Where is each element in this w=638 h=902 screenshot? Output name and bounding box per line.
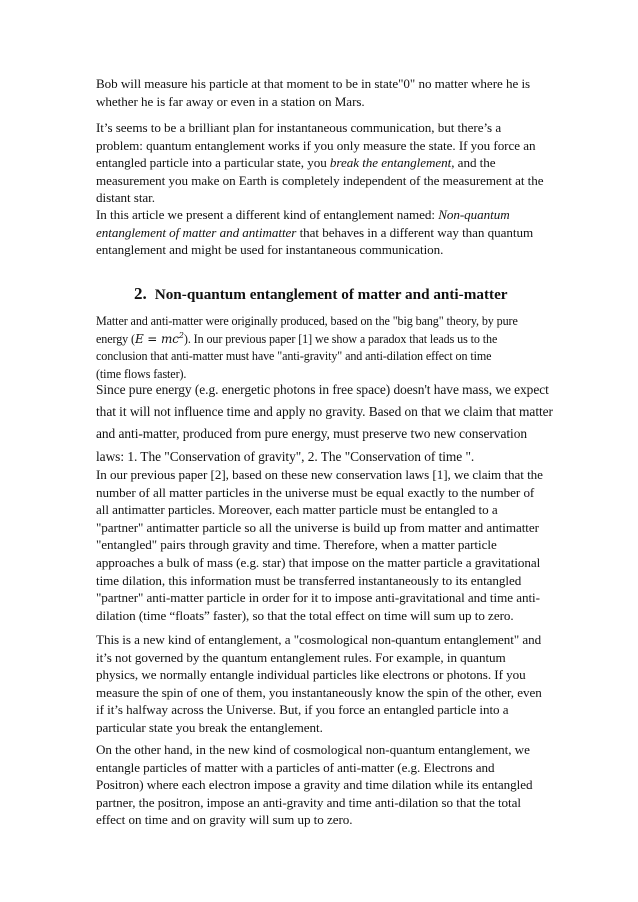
text-run: energy (: [96, 331, 135, 346]
text-line: dilation (time “floats” faster), so that the total effect on time will sum up to zero.: [96, 607, 514, 623]
text-line: physics, we normally entangle individual particles like electrons or photons. If you: [96, 667, 526, 683]
paragraph-entanglement-problem: [96, 119, 546, 207]
text-line: entangle particles of matter with a particles of anti-matter (e.g. Electrons and: [96, 759, 495, 775]
paragraph-new-entanglement: [96, 631, 546, 737]
text-line: all antimatter particles. Moreover, each matter particle must be entangled to a: [96, 502, 498, 518]
paragraph-previous-paper: [96, 466, 546, 624]
text-line: Matter and anti-matter were originally produced, based on the "big bang" theory, by pure: [96, 314, 518, 328]
text-line: "partner" anti-matter particle in order for it to impose anti-gravitational and time anti-: [96, 590, 540, 606]
text-line: that it will not influence time and apply no gravity. Based on that we claim that matter: [96, 404, 553, 420]
text-line: whether he is far away or even in a station on Mars.: [96, 93, 365, 109]
text-run: entangled particle into a particular state, you: [96, 155, 330, 171]
text-run: In this article we present a different kind of entanglement named:: [96, 207, 439, 222]
text-line: Positron) where each electron impose a gravity and time dilation while its entangled: [96, 777, 533, 793]
text-line: [96, 154, 546, 172]
text-line: and anti-matter, produced from pure energy, must preserve two new conservation: [96, 426, 527, 442]
text-line: problem: quantum entanglement works if you only measure the state. If you force an: [96, 137, 536, 153]
text-line: On the other hand, in the new kind of cosmological non-quantum entanglement, we: [96, 742, 530, 757]
text-line: [96, 206, 546, 224]
text-line: (time flows faster).: [96, 366, 187, 381]
text-line: [96, 224, 546, 242]
paragraph-cosmological-entanglement: [96, 741, 546, 829]
text-line: measurement you make on Earth is completely independent of the measurement at the: [96, 172, 544, 188]
text-line: particular state you break the entanglement.: [96, 719, 323, 735]
emphasis-text: entanglement of matter and antimatter: [96, 224, 297, 240]
text-run: ). In our previous paper [1] we show a paradox that leads us to the: [183, 331, 498, 346]
text-line: it’s not governed by the quantum entanglement rules. For example, in quantum: [96, 649, 506, 665]
text-line: Bob will measure his particle at that moment to be in state"0" no matter where he is: [96, 76, 531, 91]
paragraph-conservation-laws: [96, 379, 553, 468]
text-line: number of all matter particles in the universe must be equal exactly to the number of: [96, 484, 535, 500]
paragraph-bob-measurement: [96, 75, 546, 110]
text-line: Since pure energy (e.g. energetic photons in free space) doesn't have mass, we expect: [96, 382, 549, 397]
equation: [135, 332, 184, 346]
text-line: approaches a bulk of mass (e.g. star) that impose on the matter particle a gravitational: [96, 554, 541, 570]
emphasis-text: Non-quantum: [438, 207, 510, 222]
text-line: "partner" antimatter particle so all the universe is build up from matter and antimatter: [96, 519, 539, 535]
text-line: In our previous paper [2], based on these new conservation laws [1], we claim that the: [96, 467, 543, 482]
text-line: time dilation, this information must be transferred instantaneously to its entangled: [96, 572, 522, 588]
text-line: if it’s halfway across the Universe. But, if you force an entangled particle into a: [96, 702, 509, 718]
paragraph-article-intro: [96, 206, 546, 259]
text-line: conclusion that anti-matter must have "anti-gravity" and anti-dilation effect on time: [96, 349, 492, 364]
section-title: Non-quantum entanglement of matter and anti-matter: [154, 286, 508, 303]
section-number: 2.: [134, 284, 147, 303]
paragraph-big-bang: [96, 313, 546, 383]
text-line: distant star.: [96, 190, 155, 206]
text-line: [96, 331, 546, 349]
text-line: It’s seems to be a brilliant plan for instantaneous communication, but there’s a: [96, 120, 502, 135]
emphasis-text: break the entanglement: [329, 155, 452, 171]
section-heading: [134, 284, 508, 304]
text-run: , and the: [451, 155, 496, 171]
equation-text: E = mc: [134, 331, 179, 346]
text-line: This is a new kind of entanglement, a "cosmological non-quantum entanglement" and: [96, 632, 542, 647]
text-line: measure the spin of one of them, you instantaneously know the spin of the other, even: [96, 684, 542, 700]
text-line: entanglement and might be used for instantaneous communication.: [96, 242, 444, 258]
text-run: that behaves in a different way than quantum: [296, 224, 534, 240]
text-line: partner, the positron, impose an anti-gravity and time anti-dilation so that the total: [96, 794, 521, 810]
text-line: "entangled" pairs through gravity and time. Therefore, when a matter particle: [96, 537, 497, 553]
equation-exponent: 2: [178, 330, 184, 340]
text-line: effect on time and on gravity will sum up to zero.: [96, 812, 353, 828]
text-line: laws: 1. The "Conservation of gravity", 2. The "Conservation of time ".: [96, 448, 475, 464]
